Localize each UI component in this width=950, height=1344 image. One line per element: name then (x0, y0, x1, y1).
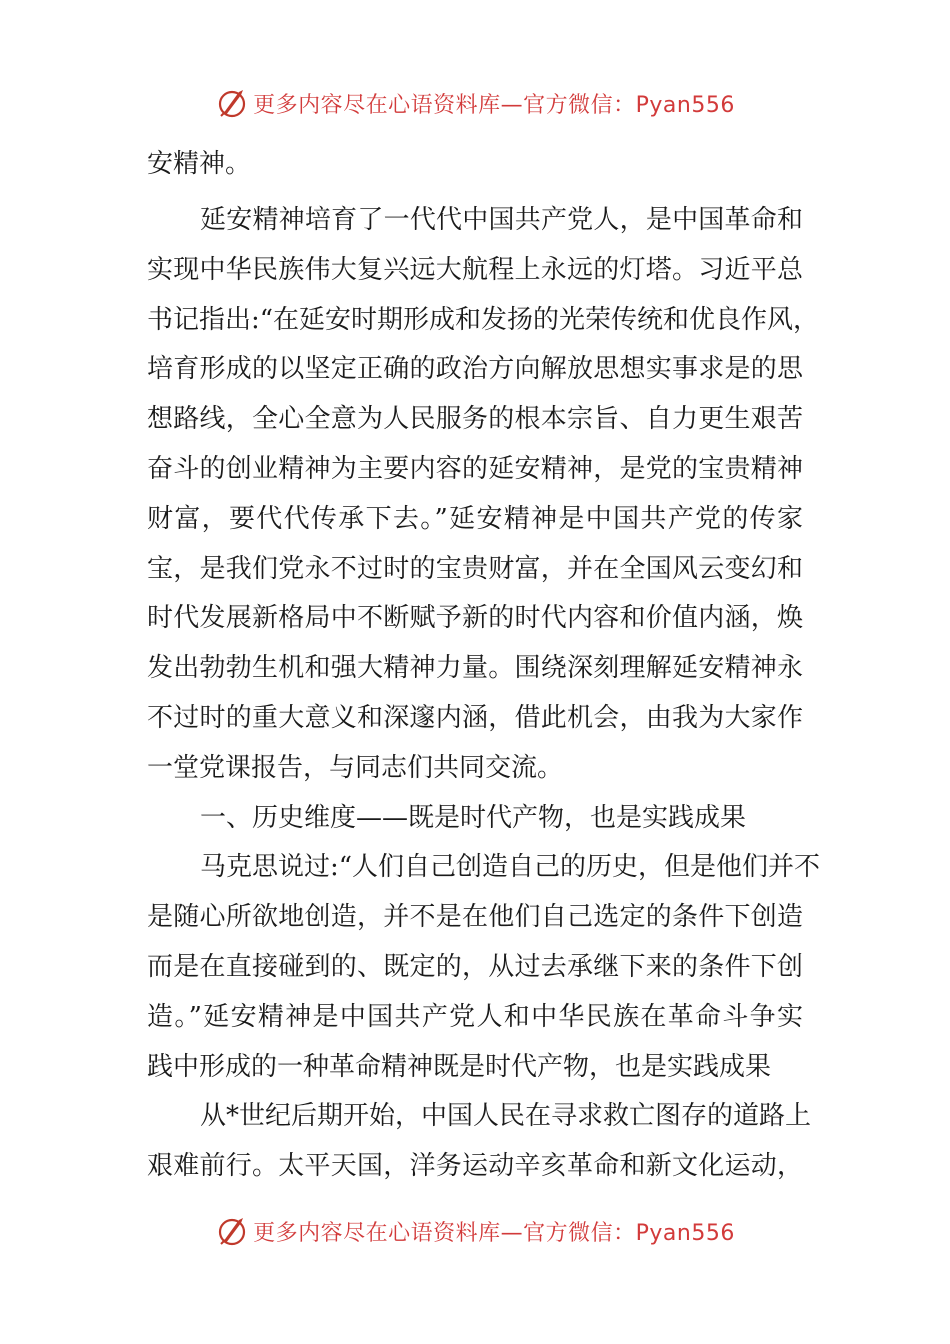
header-banner (0, 83, 950, 123)
text-line: 想路线，全心全意为人民服务的根本宗旨、自力更生艰苦 (147, 404, 803, 434)
text-line: 造。”延安精神是中国共产党人和中华民族在革命斗争实 (147, 1002, 803, 1032)
text-line: 是随心所欲地创造，并不是在他们自己选定的条件下创造 (147, 902, 803, 932)
text-line: 实现中华民族伟大复兴远大航程上永远的灯塔。习近平总 (147, 255, 803, 285)
text-line: 奋斗的创业精神为主要内容的延安精神，是党的宝贵精神 (147, 454, 803, 484)
text-line: 宝，是我们党永不过时的宝贵财富，并在全国风云变幻和 (147, 554, 803, 584)
text-line: 安精神。 (147, 149, 252, 179)
text-line: 不过时的重大意义和深邃内涵，借此机会，由我为大家作 (147, 703, 803, 733)
text-line: 财富，要代代传承下去。”延安精神是中国共产党的传家 (147, 504, 803, 534)
footer-banner (0, 1211, 950, 1251)
text-line: 延安精神培育了一代代中国共产党人，是中国革命和 (200, 205, 803, 235)
text-line: 一堂党课报告，与同志们共同交流。 (147, 753, 564, 783)
header-banner-text: 更多内容尽在心语资料库—官方微信：Pyan556 (253, 92, 735, 118)
text-line: 时代发展新格局中不断赋予新的时代内容和价值内涵，焕 (147, 603, 803, 633)
footer-banner-text: 更多内容尽在心语资料库—官方微信：Pyan556 (253, 1220, 735, 1246)
text-line: 发出勃勃生机和强大精神力量。围绕深刻理解延安精神永 (147, 653, 803, 683)
text-line: 从*世纪后期开始，中国人民在寻求救亡图存的道路上 (200, 1101, 812, 1131)
text-line: 书记指出:“在延安时期形成和发扬的光荣传统和优良作风， (147, 305, 820, 335)
text-line: 培育形成的以坚定正确的政治方向解放思想实事求是的思 (147, 354, 803, 384)
text-line: 践中形成的一种革命精神既是时代产物，也是实践成果 (147, 1052, 772, 1082)
section-heading: 一、历史维度——既是时代产物，也是实践成果 (200, 803, 747, 833)
quill-pen-logo-icon (215, 86, 249, 120)
quill-pen-logo-icon (215, 1214, 249, 1248)
text-line: 马克思说过:“人们自己创造自己的历史，但是他们并不 (200, 852, 821, 882)
text-line: 艰难前行。太平天国，洋务运动辛亥革命和新文化运动， (147, 1151, 803, 1181)
text-line: 而是在直接碰到的、既定的，从过去承继下来的条件下创 (147, 952, 803, 982)
